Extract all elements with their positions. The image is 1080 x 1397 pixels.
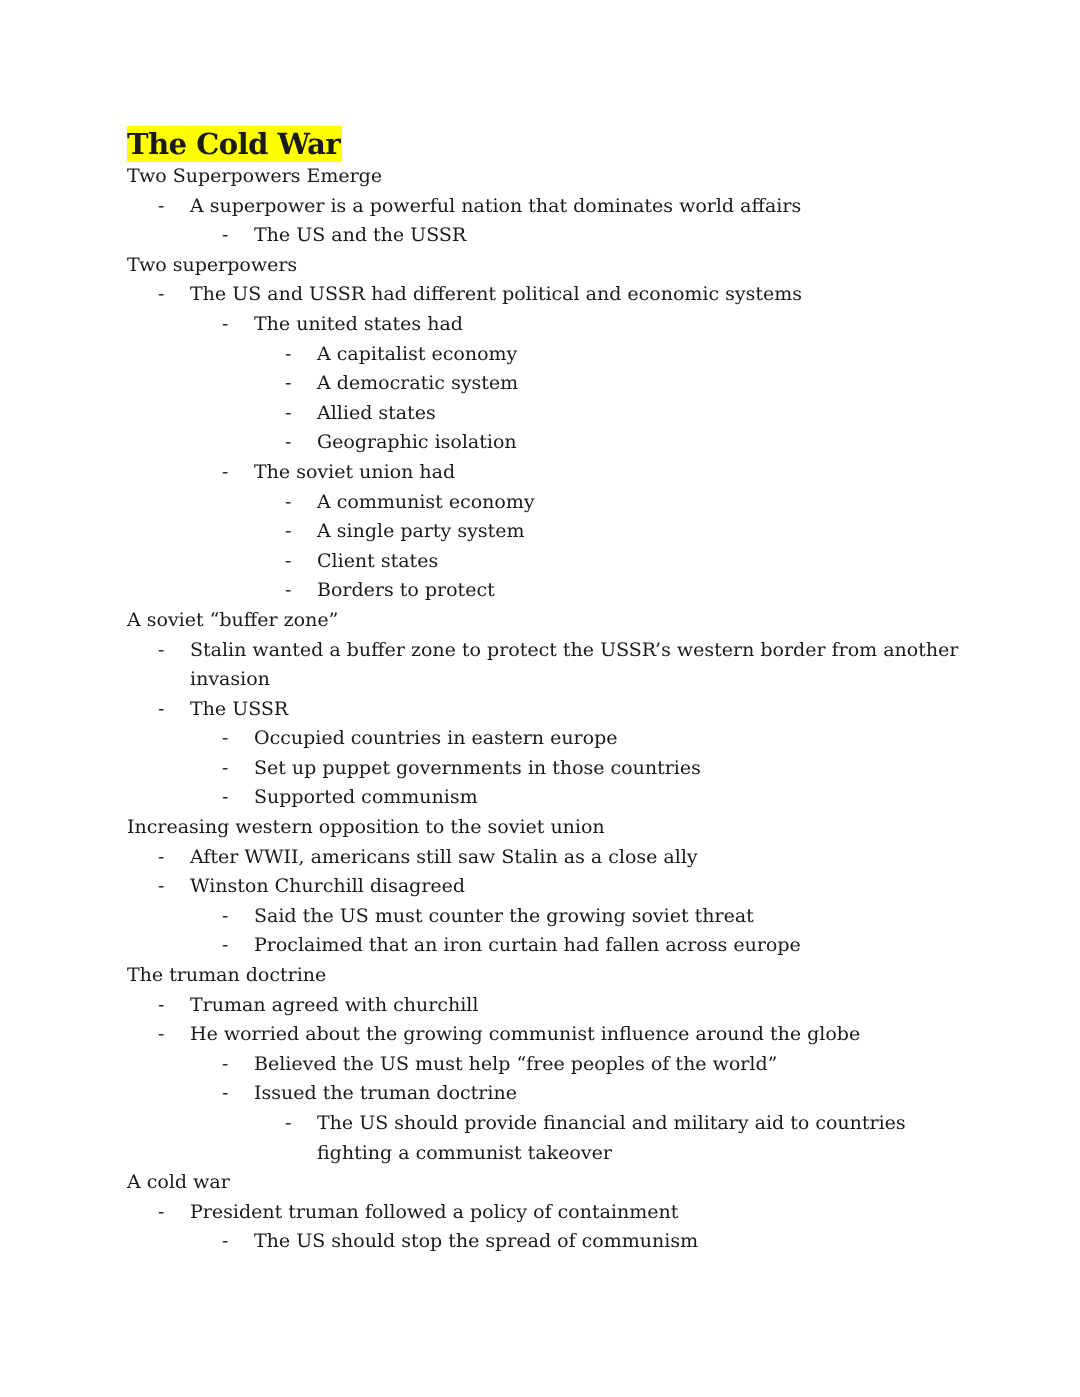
dash-bullet-icon: - bbox=[158, 1200, 165, 1223]
line-text: The US and the USSR bbox=[254, 224, 467, 247]
line-text: A democratic system bbox=[317, 372, 519, 395]
bullet-item bbox=[127, 369, 967, 399]
bullet-item bbox=[127, 783, 967, 813]
line-text: Winston Churchill disagreed bbox=[190, 875, 466, 898]
bullet-item bbox=[127, 636, 967, 695]
outline bbox=[127, 162, 967, 1257]
dash-bullet-icon: - bbox=[222, 460, 229, 483]
dash-bullet-icon: - bbox=[222, 1230, 229, 1253]
line-text: The soviet union had bbox=[254, 460, 456, 483]
dash-bullet-icon: - bbox=[222, 756, 229, 779]
line-text: A communist economy bbox=[317, 490, 535, 513]
dash-bullet-icon: - bbox=[285, 431, 292, 454]
bullet-item bbox=[127, 428, 967, 458]
dash-bullet-icon: - bbox=[222, 312, 229, 335]
bullet-item bbox=[127, 192, 967, 222]
dash-bullet-icon: - bbox=[158, 638, 165, 661]
dash-bullet-icon: - bbox=[222, 1082, 229, 1105]
bullet-item bbox=[127, 872, 967, 902]
line-text: The united states had bbox=[254, 312, 463, 335]
dash-bullet-icon: - bbox=[285, 342, 292, 365]
line-text: Two superpowers bbox=[127, 253, 298, 276]
line-text: Two Superpowers Emerge bbox=[127, 165, 383, 187]
line-text: A capitalist economy bbox=[317, 342, 518, 365]
bullet-item bbox=[127, 695, 967, 725]
line-text: Client states bbox=[317, 549, 439, 572]
line-text: The US and USSR had different political and economic systems bbox=[190, 283, 803, 306]
dash-bullet-icon: - bbox=[285, 401, 292, 424]
line-text: Stalin wanted a buffer zone to protect the USSR’s western border from another invasion bbox=[190, 638, 959, 691]
line-text: A single party system bbox=[317, 520, 525, 543]
line-text: A superpower is a powerful nation that dominates world affairs bbox=[190, 194, 802, 217]
line-text: The US should stop the spread of communism bbox=[254, 1230, 699, 1253]
dash-bullet-icon: - bbox=[158, 697, 165, 720]
dash-bullet-icon: - bbox=[222, 224, 229, 247]
line-text: Issued the truman doctrine bbox=[254, 1082, 517, 1105]
bullet-item bbox=[127, 724, 967, 754]
line-text: Proclaimed that an iron curtain had fallen across europe bbox=[254, 934, 801, 957]
line-text: The US should provide financial and military aid to countries fighting a communist takeover bbox=[317, 1112, 906, 1164]
bullet-item bbox=[127, 1227, 967, 1257]
dash-bullet-icon: - bbox=[222, 727, 229, 750]
line-text: A cold war bbox=[127, 1171, 230, 1194]
line-text: After WWII, americans still saw Stalin as a close ally bbox=[190, 845, 698, 868]
dash-bullet-icon: - bbox=[158, 283, 165, 306]
section-heading bbox=[127, 251, 967, 281]
dash-bullet-icon: - bbox=[222, 904, 229, 927]
dash-bullet-icon: - bbox=[158, 993, 165, 1016]
bullet-item bbox=[127, 547, 967, 577]
dash-bullet-icon: - bbox=[285, 579, 292, 602]
section-heading bbox=[127, 1168, 967, 1198]
line-text: The USSR bbox=[190, 697, 289, 720]
line-text: Increasing western opposition to the soviet union bbox=[127, 816, 605, 839]
line-text: Borders to protect bbox=[317, 579, 495, 602]
document-title: The Cold War bbox=[127, 127, 341, 161]
dash-bullet-icon: - bbox=[158, 875, 165, 898]
bullet-item bbox=[127, 902, 967, 932]
bullet-item bbox=[127, 1050, 967, 1080]
bullet-item bbox=[127, 280, 967, 310]
line-text: Truman agreed with churchill bbox=[190, 993, 479, 1016]
bullet-item bbox=[127, 1079, 967, 1109]
section-heading bbox=[127, 606, 967, 636]
line-text: Geographic isolation bbox=[317, 431, 517, 454]
bullet-item bbox=[127, 991, 967, 1021]
bullet-item bbox=[127, 310, 967, 340]
bullet-item bbox=[127, 221, 967, 251]
line-text: President truman followed a policy of containment bbox=[190, 1200, 679, 1223]
line-text: Supported communism bbox=[254, 786, 478, 809]
dash-bullet-icon: - bbox=[158, 1023, 165, 1046]
line-text: Set up puppet governments in those countries bbox=[254, 756, 701, 779]
line-text: He worried about the growing communist influence around the globe bbox=[190, 1023, 861, 1046]
bullet-item bbox=[127, 1109, 967, 1168]
dash-bullet-icon: - bbox=[158, 845, 165, 868]
dash-bullet-icon: - bbox=[285, 520, 292, 543]
section-heading bbox=[127, 162, 967, 192]
section-heading bbox=[127, 813, 967, 843]
bullet-item bbox=[127, 458, 967, 488]
bullet-item bbox=[127, 843, 967, 873]
document-page bbox=[127, 126, 967, 1257]
dash-bullet-icon: - bbox=[285, 372, 292, 395]
bullet-item bbox=[127, 1020, 967, 1050]
line-text: Believed the US must help “free peoples of the world” bbox=[254, 1052, 778, 1075]
section-heading bbox=[127, 961, 967, 991]
bullet-item bbox=[127, 399, 967, 429]
dash-bullet-icon: - bbox=[285, 549, 292, 572]
line-text: The truman doctrine bbox=[127, 964, 327, 987]
bullet-item bbox=[127, 576, 967, 606]
dash-bullet-icon: - bbox=[222, 1052, 229, 1075]
line-text: Said the US must counter the growing soviet threat bbox=[254, 904, 754, 927]
line-text: A soviet “buffer zone” bbox=[127, 608, 339, 631]
dash-bullet-icon: - bbox=[222, 786, 229, 809]
line-text: Occupied countries in eastern europe bbox=[254, 727, 618, 750]
dash-bullet-icon: - bbox=[285, 1112, 292, 1134]
bullet-item bbox=[127, 488, 967, 518]
bullet-item bbox=[127, 1198, 967, 1228]
dash-bullet-icon: - bbox=[222, 934, 229, 957]
line-text: Allied states bbox=[317, 401, 436, 424]
bullet-item bbox=[127, 931, 967, 961]
dash-bullet-icon: - bbox=[285, 490, 292, 513]
dash-bullet-icon: - bbox=[158, 194, 165, 217]
bullet-item bbox=[127, 517, 967, 547]
bullet-item bbox=[127, 340, 967, 370]
bullet-item bbox=[127, 754, 967, 784]
